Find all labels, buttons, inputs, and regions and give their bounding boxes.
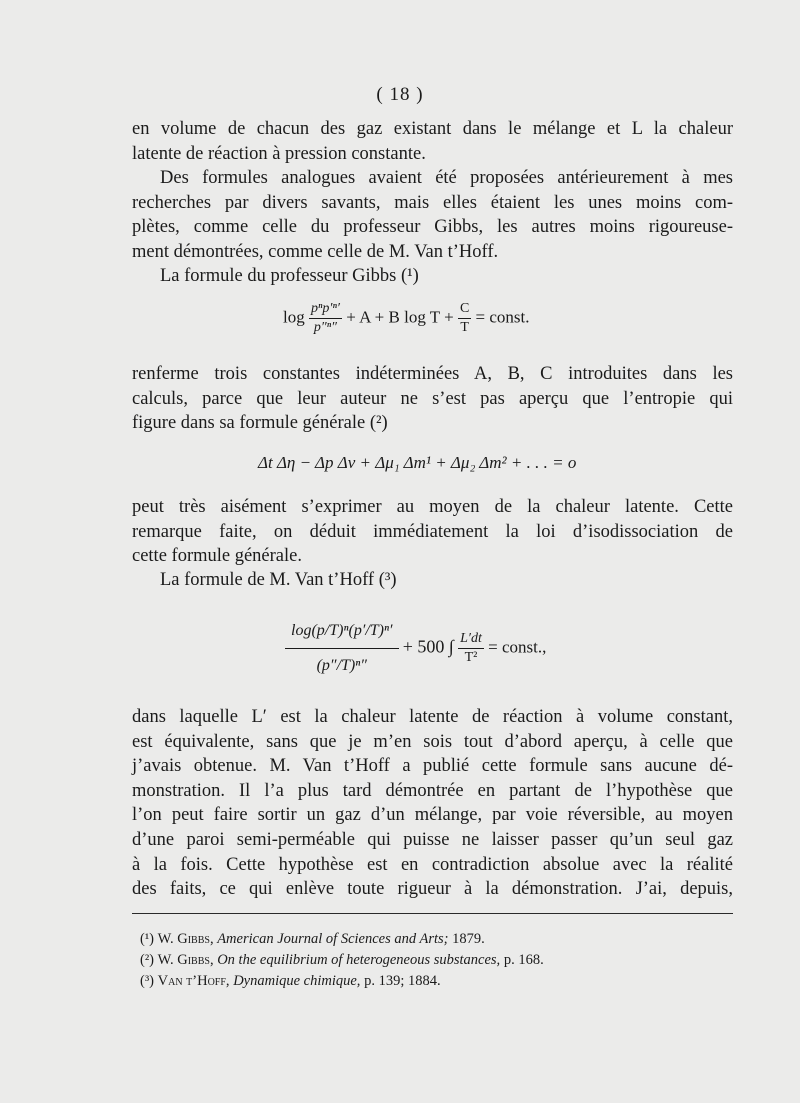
formula-numerator: C bbox=[458, 300, 471, 319]
formula-denominator: p″ⁿ″ bbox=[313, 320, 337, 335]
formula-gibbs bbox=[283, 300, 530, 337]
text-line: l’on peut faire sortir un gaz d’un mélange, par voie réversible, au moyen bbox=[132, 805, 733, 826]
paragraph-3 bbox=[132, 362, 733, 436]
footnote-mark: (³) bbox=[140, 973, 155, 989]
text-line: figure dans sa formule générale (²) bbox=[132, 413, 388, 434]
formula-denominator: (p″/T)ⁿ″ bbox=[316, 657, 367, 674]
text-line: calculs, parce que leur auteur ne s’est pas aperçu que l’entropie qui bbox=[132, 388, 733, 409]
formula-numerator: pⁿp′ⁿ′ bbox=[309, 300, 342, 319]
formula-fraction bbox=[285, 614, 399, 683]
footnote-rest: p. 139; 1884. bbox=[364, 973, 441, 989]
text-line: des faits, ce qui enlève toute rigueur à la démonstration. J’ai, depuis, bbox=[132, 879, 733, 900]
text-line: à la fois. Cette hypothèse est en contradiction absolue avec la réalité bbox=[132, 854, 733, 875]
formula-rhs: = const. bbox=[475, 307, 530, 327]
footnote-author: W. Gibbs, bbox=[157, 952, 214, 968]
page-number: ( 18 ) bbox=[376, 84, 424, 105]
formula-rhs: = const., bbox=[488, 637, 547, 657]
text-line: plètes, comme celle du professeur Gibbs, les autres moins rigoureuse- bbox=[132, 217, 733, 238]
vanthoff-intro bbox=[132, 568, 733, 593]
text-line: recherches par divers savants, mais elles étaient les unes moins com- bbox=[132, 192, 733, 213]
text-line: La formule du professeur Gibbs (¹) bbox=[160, 266, 419, 286]
formula-general: Δt Δη − Δp Δv + Δμ₁ Δm¹ + Δμ₂ Δm² + . . . = o bbox=[258, 453, 577, 472]
text-line: La formule de M. Van t’Hoff (³) bbox=[160, 570, 397, 590]
formula-log: log bbox=[283, 307, 305, 327]
formula-numerator: L′dt bbox=[458, 630, 484, 649]
paragraph-1 bbox=[132, 117, 733, 166]
paragraph-5 bbox=[132, 705, 733, 902]
paragraph-4 bbox=[132, 495, 733, 569]
text-line: cette formule générale. bbox=[132, 546, 302, 567]
footnote bbox=[140, 929, 730, 950]
text-line: Des formules analogues avaient été proposées antérieurement à mes bbox=[160, 168, 733, 188]
footnote-title: Dynamique chimique, bbox=[233, 973, 361, 989]
gibbs-intro bbox=[132, 264, 733, 289]
formula-fraction bbox=[309, 300, 342, 337]
footnote-mark: (²) bbox=[140, 952, 155, 968]
footnotes bbox=[140, 929, 730, 992]
text-line: monstration. Il l’a plus tard démontrée en partant de l’hypothèse que bbox=[132, 780, 733, 801]
text-line: remarque faite, on déduit immédiatement la loi d’isodissociation de bbox=[132, 521, 733, 542]
formula-terms: + A + B log T + bbox=[346, 307, 454, 327]
text-line: d’une paroi semi-perméable qui puisse ne laisser passer qu’un seul gaz bbox=[132, 829, 733, 850]
text-line: latente de réaction à pression constante. bbox=[132, 143, 426, 164]
footnote-author: W. Gibbs, bbox=[157, 931, 214, 947]
formula-denominator: T bbox=[460, 320, 469, 335]
text-line: dans laquelle L′ est la chaleur latente de réaction à volume constant, bbox=[132, 707, 733, 727]
footnote-mark: (¹) bbox=[140, 931, 155, 947]
footnote-rest: 1879. bbox=[452, 931, 485, 947]
text-line: renferme trois constantes indéterminées A, B, C introduites dans les bbox=[132, 364, 733, 384]
footnote-author: Van t’Hoff, bbox=[157, 973, 230, 989]
formula-terms: + 500 ∫ bbox=[402, 636, 454, 657]
formula-fraction bbox=[458, 630, 484, 667]
footnote bbox=[140, 971, 730, 992]
paragraph-2 bbox=[132, 166, 733, 264]
footnote-divider bbox=[132, 913, 733, 914]
text-line: ment démontrées, comme celle de M. Van t’Hoff. bbox=[132, 241, 499, 262]
footnote-rest: p. 168. bbox=[503, 952, 544, 968]
formula-numerator: log(p/T)ⁿ(p′/T)ⁿ′ bbox=[285, 614, 399, 649]
footnote-title: American Journal of Sciences and Arts; bbox=[217, 931, 449, 947]
formula-fraction bbox=[458, 300, 471, 337]
formula-denominator: T² bbox=[464, 650, 478, 665]
text-line: en volume de chacun des gaz existant dans le mélange et L la chaleur bbox=[132, 119, 733, 139]
text-line: j’avais obtenue. M. Van t’Hoff a publié cette formule sans aucune dé- bbox=[132, 756, 733, 777]
text-line: peut très aisément s’exprimer au moyen de la chaleur latente. Cette bbox=[132, 497, 733, 517]
formula-vanthoff bbox=[285, 614, 546, 683]
footnote bbox=[140, 950, 730, 971]
text-line: est équivalente, sans que je m’en sois tout d’abord aperçu, à celle que bbox=[132, 731, 733, 752]
footnote-title: On the equilibrium of heterogeneous substances, bbox=[217, 952, 501, 968]
